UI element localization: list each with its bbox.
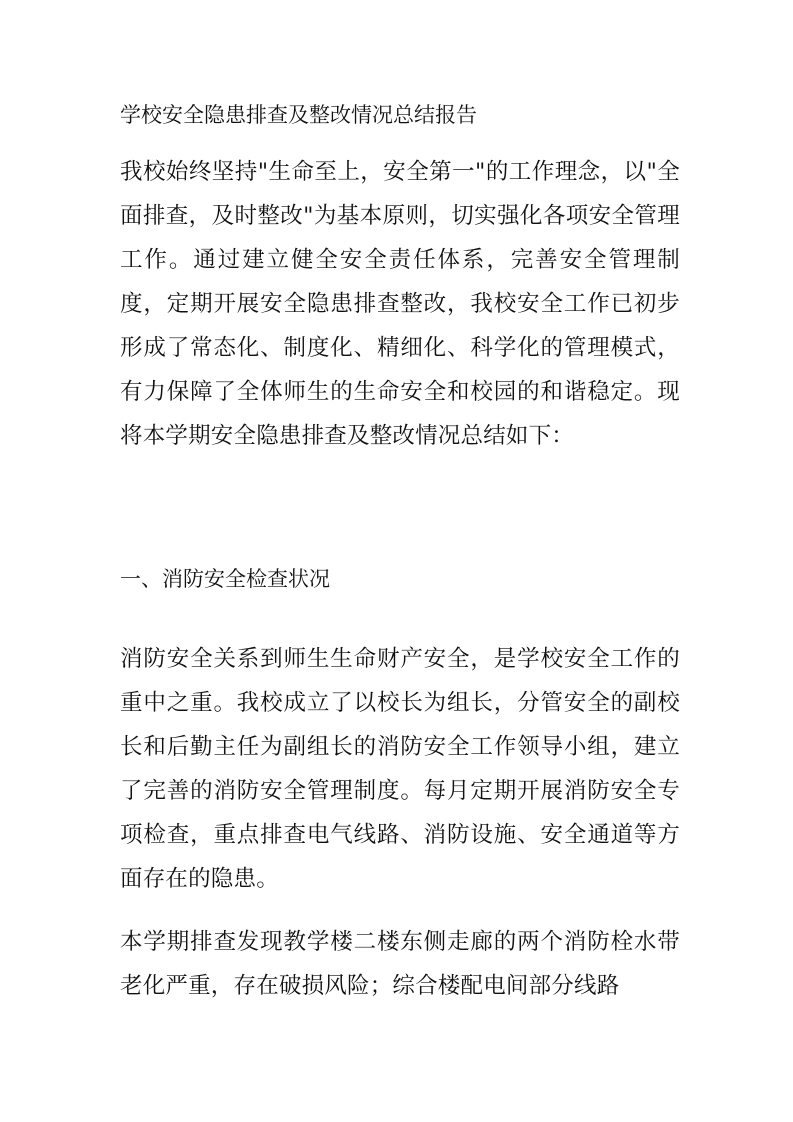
document-title: 学校安全隐患排查及整改情况总结报告 xyxy=(120,103,477,127)
fire-safety-paragraph: 消防安全关系到师生生命财产安全，是学校安全工作的重中之重。我校成立了以校长为组长，分管安全的副校长和后勤主任为副组长的消防安全工作领导小组，建立了完善的消防安全管理制度。每月定期开展消防安全专项检查，重点排查电气线路、消防设施、安全通道等方面存在的隐患。 xyxy=(120,646,680,892)
inspection-findings-paragraph: 本学期排查发现教学楼二楼东侧走廊的两个消防栓水带老化严重，存在破损风险；综合楼配电间部分线路 xyxy=(120,929,680,999)
section-heading-fire-safety: 一、消防安全检查状况 xyxy=(120,567,330,591)
intro-paragraph: 我校始终坚持"生命至上，安全第一"的工作理念，以"全面排查，及时整改"为基本原则，切实强化各项安全管理工作。通过建立健全安全责任体系，完善安全管理制度，定期开展安全隐患排查整改，我校安全工作已初步形成了常态化、制度化、精细化、科学化的管理模式，有力保障了全体师生的生命安全和校园的和谐稳定。现将本学期安全隐患排查及整改情况总结如下： xyxy=(120,159,680,449)
